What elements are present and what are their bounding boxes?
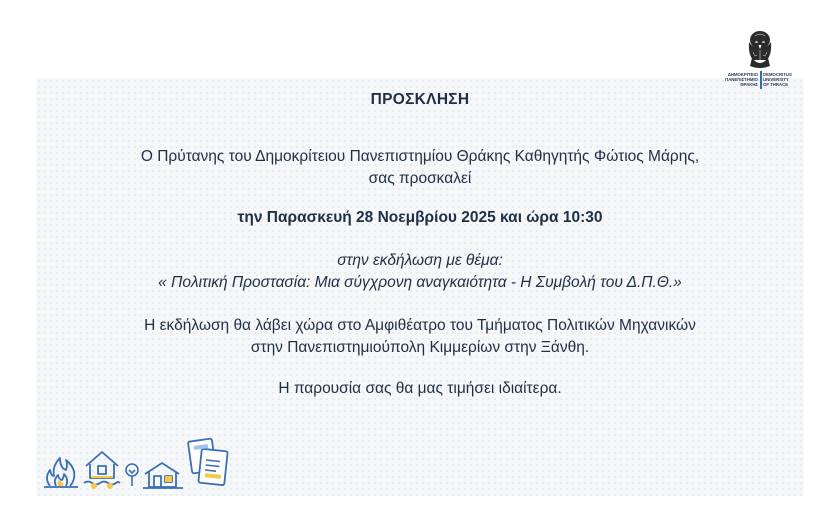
logo-english-line1: DEMOCRITUS — [763, 72, 792, 77]
logo-greek-line3: ΘΡΑΚΗΣ — [740, 82, 758, 87]
documents-icon — [186, 436, 230, 488]
logo-greek-line1: ΔΗΜΟΚΡΙΤΕΙΟ — [727, 72, 758, 77]
civil-protection-icons — [42, 436, 242, 494]
invitation-title: ΠΡΟΣΚΛΗΣΗ — [370, 91, 470, 108]
event-intro: στην εκδήλωση με θέμα: — [337, 252, 503, 269]
logo-english-line3: OF THRACE — [763, 82, 789, 87]
venue-line-1: Η εκδήλωση θα λάβει χώρα στο Αμφιθέατρο του Τμήματος Πολιτικών Μηχανικών — [144, 317, 696, 334]
logo-greek-text — [724, 72, 758, 87]
tree-icon — [124, 462, 140, 488]
house-icon — [142, 460, 184, 490]
logo-greek-line2: ΠΑΝΕΠΙΣΤΗΜΙΟ — [725, 77, 758, 82]
logo-english-text — [763, 72, 799, 87]
democritus-bust-icon — [722, 28, 798, 70]
flooded-house-icon — [82, 446, 122, 490]
event-theme: « Πολιτική Προστασία: Μια σύγχρονη αναγκαιότητα - Η Συμβολή του Δ.Π.Θ.» — [158, 274, 682, 291]
wildfire-icon — [42, 448, 80, 490]
host-line-2: σας προσκαλεί — [368, 170, 472, 187]
venue-line-2: στην Πανεπιστημιούπολη Κιμμερίων στην Ξάνθη. — [250, 339, 590, 356]
logo-divider — [760, 71, 762, 89]
university-logo — [722, 28, 798, 94]
logo-english-line2: UNIVERSITY — [763, 77, 789, 82]
event-datetime: την Παρασκευή 28 Νοεμβρίου 2025 και ώρα 10:30 — [237, 209, 603, 226]
closing-line: Η παρουσία σας θα μας τιμήσει ιδιαίτερα. — [278, 380, 562, 397]
host-line-1: Ο Πρύτανης του Δημοκρίτειου Πανεπιστημίου Θράκης Καθηγητής Φώτιος Μάρης, — [140, 148, 700, 165]
